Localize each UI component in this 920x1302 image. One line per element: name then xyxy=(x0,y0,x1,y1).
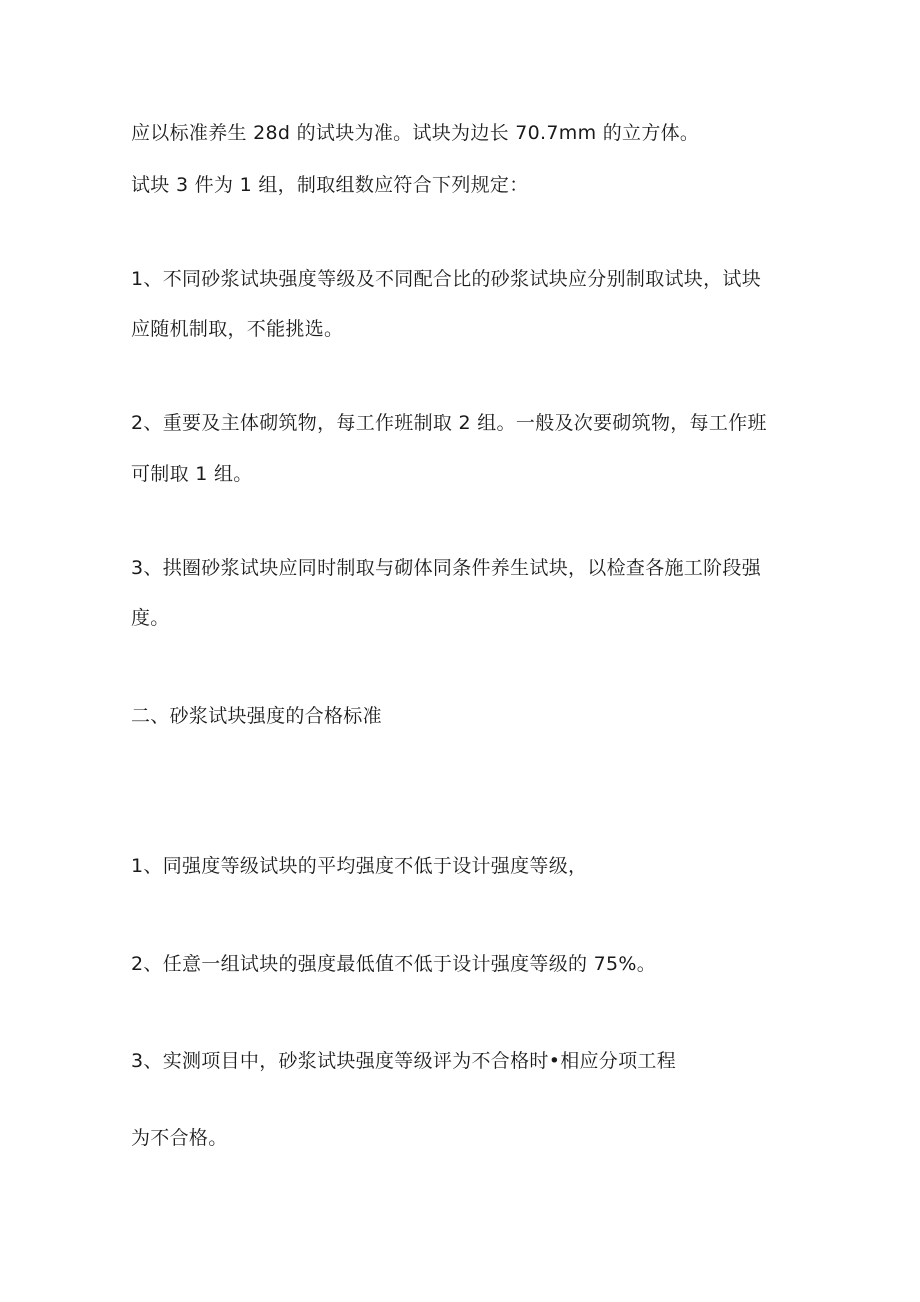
list-item-3-line: 3、拱圈砂浆试块应同时制取与砌体同条件养生试块，以检查各施工阶段强 xyxy=(131,557,761,579)
list-item-2-line: 可制取 1 组。 xyxy=(131,463,253,485)
criteria-item-2: 2、任意一组试块的强度最低值不低于设计强度等级的 75%。 xyxy=(131,953,657,975)
paragraph-line: 试块 3 件为 1 组，制取组数应符合下列规定： xyxy=(131,174,529,196)
criteria-item-3: 3、实测项目中，砂浆试块强度等级评为不合格时•相应分项工程 xyxy=(131,1050,676,1072)
section-heading: 二、砂浆试块强度的合格标准 xyxy=(131,705,382,727)
list-item-1-line: 1、不同砂浆试块强度等级及不同配合比的砂浆试块应分别制取试块，试块 xyxy=(131,268,761,290)
list-item-3-line: 度。 xyxy=(131,607,170,629)
list-item-2-line: 2、重要及主体砌筑物，每工作班制取 2 组。一般及次要砌筑物，每工作班 xyxy=(131,412,767,434)
criteria-item-3-cont: 为不合格。 xyxy=(131,1127,228,1149)
list-item-1-line: 应随机制取，不能挑选。 xyxy=(131,318,344,340)
criteria-item-1: 1、同强度等级试块的平均强度不低于设计强度等级， xyxy=(131,855,588,877)
paragraph-line: 应以标准养生 28d 的试块为准。试块为边长 70.7mm 的立方体。 xyxy=(131,122,700,144)
